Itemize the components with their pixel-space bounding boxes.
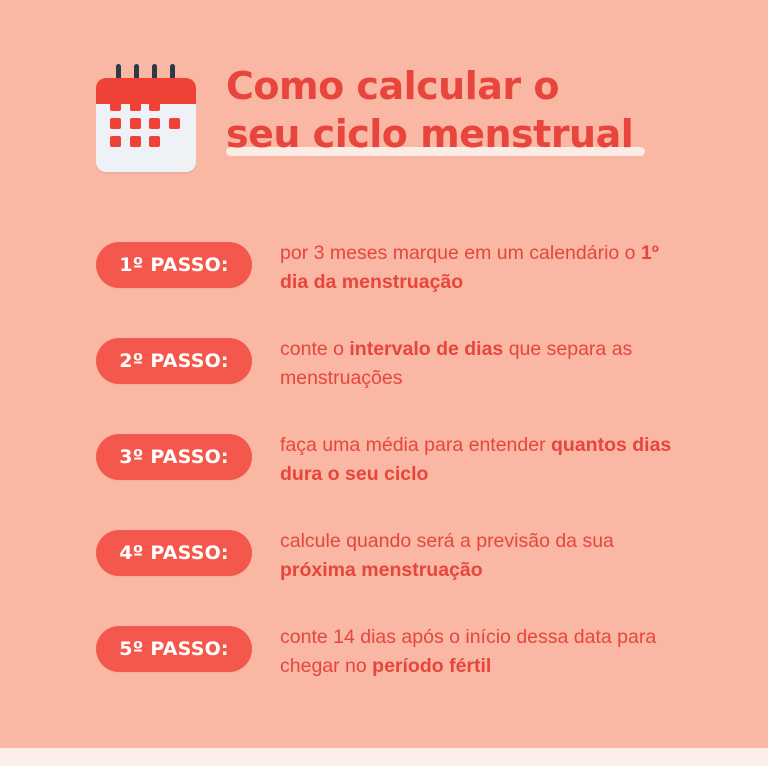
step-emphasis: intervalo de dias [349, 338, 504, 360]
step-description [280, 236, 690, 297]
title-line-2-text: seu ciclo menstrual [226, 112, 634, 156]
step-text-part: faça uma média para entender [280, 434, 552, 456]
step-description [280, 428, 690, 489]
step-emphasis: próxima menstruação [280, 559, 483, 581]
step-badge: 2º PASSO: [96, 338, 252, 384]
step-text-part: conte o [280, 338, 350, 360]
step-emphasis: período fértil [372, 655, 492, 677]
calendar-day-dot [110, 118, 121, 129]
calendar-day-grid [110, 100, 182, 148]
calendar-day-dot [130, 136, 141, 147]
calendar-day-dot [110, 100, 121, 111]
calendar-day-dot [169, 100, 180, 111]
title-line-1: Como calcular o [226, 64, 559, 108]
calendar-day-dot [169, 136, 180, 147]
calendar-day-dot [110, 136, 121, 147]
step-badge: 3º PASSO: [96, 434, 252, 480]
step-description [280, 524, 690, 585]
step-row [96, 620, 696, 716]
step-emphasis: quantos dias dura o seu ciclo [280, 434, 672, 485]
step-row [96, 236, 696, 332]
calendar-day-dot [149, 100, 160, 111]
calendar-day-dot [130, 118, 141, 129]
step-emphasis: 1º dia da menstruação [280, 242, 659, 293]
step-description [280, 332, 690, 393]
header [96, 56, 696, 186]
step-row [96, 332, 696, 428]
step-text-part: conte 14 dias após o início dessa data para chegar no [280, 626, 657, 677]
step-description [280, 620, 690, 681]
calendar-icon [96, 64, 204, 184]
step-badge: 1º PASSO: [96, 242, 252, 288]
calendar-day-dot [149, 118, 160, 129]
step-text-part: por 3 meses marque em um calendário o [280, 242, 641, 264]
step-row [96, 524, 696, 620]
step-badge: 5º PASSO: [96, 626, 252, 672]
step-text-part: que separa as menstruações [280, 338, 633, 389]
bottom-strip [0, 748, 768, 766]
calendar-day-dot [169, 118, 180, 129]
steps-list [96, 236, 696, 716]
calendar-day-dot [149, 136, 160, 147]
title-line-2 [226, 110, 633, 158]
step-text-part: calcule quando será a previsão da sua [280, 530, 614, 552]
step-row [96, 428, 696, 524]
calendar-day-dot [130, 100, 141, 111]
page-title [226, 56, 633, 158]
step-badge: 4º PASSO: [96, 530, 252, 576]
